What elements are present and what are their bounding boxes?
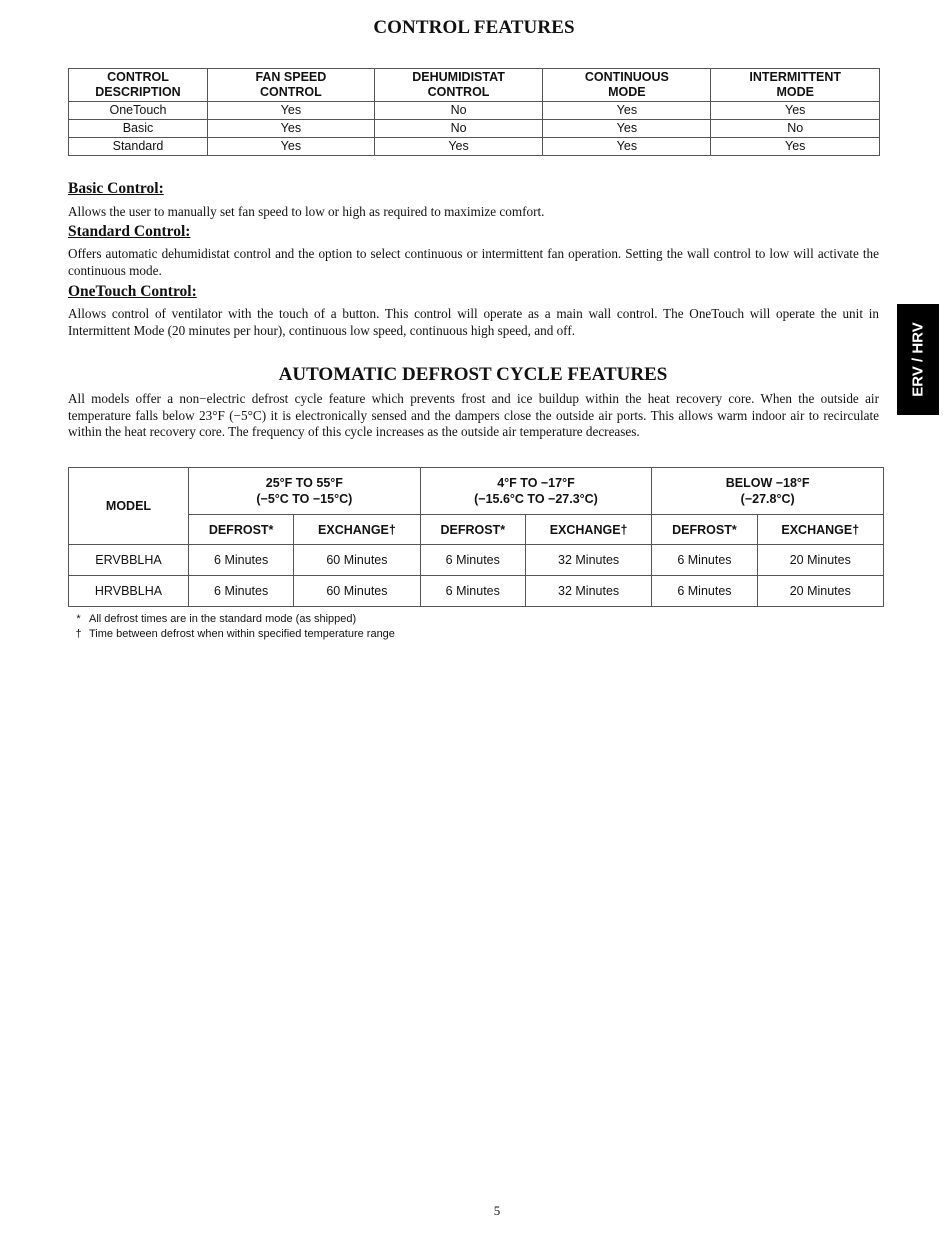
range-header: 4°F TO −17°F (−15.6°C TO −27.3°C) bbox=[420, 468, 652, 515]
table-cell: No bbox=[711, 120, 880, 138]
table-cell: Yes bbox=[374, 138, 543, 156]
onetouch-control-text: Allows control of ventilator with the touch of a button. This control will operate as a main wall control. The OneTouch will operate the unit in Intermittent Mode (20 minutes per hour), continuous low speed, continuous high speed, and off. bbox=[68, 306, 879, 338]
table-row bbox=[69, 102, 880, 120]
range-header: BELOW −18°F (−27.8°C) bbox=[652, 468, 884, 515]
exchange-header: EXCHANGE† bbox=[294, 515, 420, 545]
table-row bbox=[69, 545, 884, 576]
table-cell: 6 Minutes bbox=[189, 545, 294, 576]
defrost-section-title: AUTOMATIC DEFROST CYCLE FEATURES bbox=[278, 364, 668, 385]
table-cell: 6 Minutes bbox=[189, 576, 294, 607]
table-cell: 6 Minutes bbox=[652, 576, 757, 607]
standard-control-heading: Standard Control: bbox=[68, 223, 191, 240]
table-cell: Yes bbox=[543, 102, 711, 120]
table-cell: Yes bbox=[543, 120, 711, 138]
table-cell: 60 Minutes bbox=[294, 576, 420, 607]
page-number: 5 bbox=[493, 1203, 501, 1218]
footnote bbox=[68, 627, 395, 642]
range-header: 25°F TO 55°F (−5°C TO −15°C) bbox=[189, 468, 421, 515]
table-cell: 20 Minutes bbox=[757, 576, 883, 607]
table-row bbox=[69, 120, 880, 138]
table-cell: 32 Minutes bbox=[525, 545, 651, 576]
table-row bbox=[69, 576, 884, 607]
footnote-text: All defrost times are in the standard mode (as shipped) bbox=[89, 613, 357, 625]
basic-control-heading: Basic Control: bbox=[68, 180, 164, 197]
defrost-cycle-table bbox=[68, 467, 884, 607]
table-cell: Yes bbox=[711, 138, 880, 156]
table-cell: 6 Minutes bbox=[420, 576, 525, 607]
table-cell: Basic bbox=[69, 120, 208, 138]
footnote-symbol: † bbox=[75, 628, 82, 640]
exchange-header: EXCHANGE† bbox=[757, 515, 883, 545]
footnote-text: Time between defrost when within specified temperature range bbox=[89, 628, 395, 640]
column-header: FAN SPEED CONTROL bbox=[207, 69, 374, 102]
table-row bbox=[69, 138, 880, 156]
table-footnotes bbox=[68, 612, 395, 642]
table-cell: ERVBBLHA bbox=[69, 545, 189, 576]
table-header-row bbox=[69, 69, 880, 102]
side-tab-label: ERV / HRV bbox=[909, 322, 927, 397]
page-title: CONTROL FEATURES bbox=[373, 17, 575, 38]
table-cell: No bbox=[374, 102, 543, 120]
exchange-header: EXCHANGE† bbox=[525, 515, 651, 545]
table-subheader-row bbox=[69, 515, 884, 545]
table-cell: OneTouch bbox=[69, 102, 208, 120]
defrost-header: DEFROST* bbox=[189, 515, 294, 545]
footnote-symbol: * bbox=[76, 613, 81, 625]
table-cell: 6 Minutes bbox=[652, 545, 757, 576]
table-cell: 20 Minutes bbox=[757, 545, 883, 576]
column-header: DEHUMIDISTAT CONTROL bbox=[374, 69, 543, 102]
table-cell: Yes bbox=[543, 138, 711, 156]
table-cell: HRVBBLHA bbox=[69, 576, 189, 607]
footnote bbox=[68, 612, 395, 627]
table-header-row bbox=[69, 468, 884, 515]
table-cell: Yes bbox=[207, 138, 374, 156]
column-header: CONTROL DESCRIPTION bbox=[69, 69, 208, 102]
table-cell: Yes bbox=[207, 102, 374, 120]
column-header: CONTINUOUS MODE bbox=[543, 69, 711, 102]
table-cell: Yes bbox=[711, 102, 880, 120]
defrost-intro-text: All models offer a non−electric defrost cycle feature which prevents frost and ice buildup within the heat recovery core. When the outside air temperature falls below 23°F (−5°C) it is electronically sensed and the dampers close the outside air ports. This allows warm indoor air to recirculate within the heat recovery core. The frequency of this cycle increases as the outside air temperature decreases. bbox=[68, 391, 879, 439]
defrost-header: DEFROST* bbox=[652, 515, 757, 545]
model-header: MODEL bbox=[69, 468, 189, 545]
table-cell: 6 Minutes bbox=[420, 545, 525, 576]
defrost-header: DEFROST* bbox=[420, 515, 525, 545]
basic-control-text: Allows the user to manually set fan speed to low or high as required to maximize comfort. bbox=[68, 204, 545, 219]
standard-control-text: Offers automatic dehumidistat control and the option to select continuous or intermittent fan operation. Setting the wall control to low will activate the continuous mode. bbox=[68, 246, 879, 278]
side-tab bbox=[897, 304, 939, 415]
table-cell: 32 Minutes bbox=[525, 576, 651, 607]
table-cell: Yes bbox=[207, 120, 374, 138]
table-cell: No bbox=[374, 120, 543, 138]
table-cell: Standard bbox=[69, 138, 208, 156]
control-features-table bbox=[68, 68, 880, 156]
column-header: INTERMITTENT MODE bbox=[711, 69, 880, 102]
onetouch-control-heading: OneTouch Control: bbox=[68, 283, 197, 300]
table-cell: 60 Minutes bbox=[294, 545, 420, 576]
